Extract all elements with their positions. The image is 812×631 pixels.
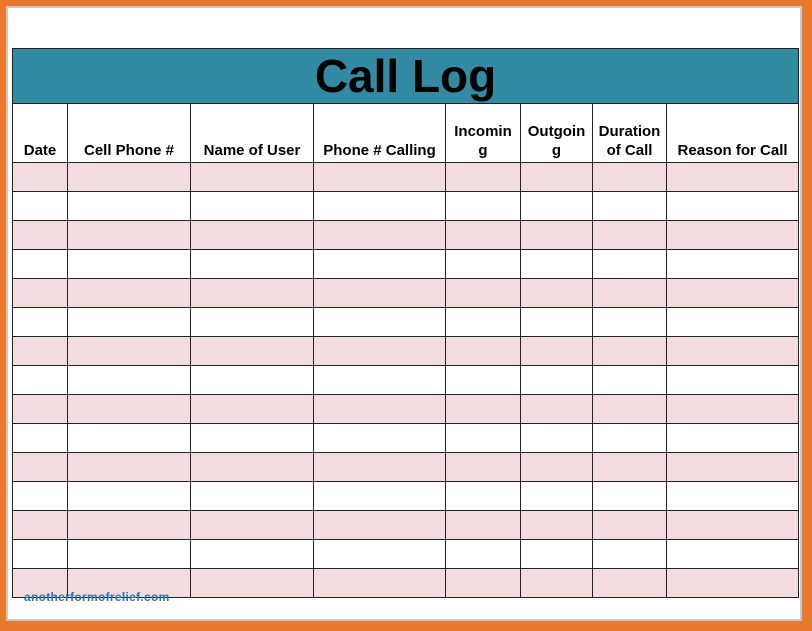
table-cell[interactable]: [191, 192, 314, 221]
table-cell[interactable]: [68, 192, 191, 221]
table-cell[interactable]: [667, 511, 799, 540]
table-cell[interactable]: [521, 279, 593, 308]
table-cell[interactable]: [593, 366, 667, 395]
table-cell[interactable]: [13, 511, 68, 540]
table-cell[interactable]: [68, 540, 191, 569]
table-row: [13, 424, 799, 453]
column-header: [667, 104, 799, 163]
table-cell[interactable]: [446, 221, 521, 250]
table-cell[interactable]: [446, 569, 521, 598]
column-header-line2: Cell Phone #: [83, 142, 175, 159]
table-cell[interactable]: [68, 308, 191, 337]
table-cell[interactable]: [667, 366, 799, 395]
table-row: [13, 163, 799, 192]
table-cell[interactable]: [314, 511, 446, 540]
column-header-line2: Phone # Calling: [323, 142, 436, 159]
table-cell[interactable]: [521, 221, 593, 250]
table-cell[interactable]: [521, 569, 593, 598]
column-header-line2: Name of User: [203, 142, 301, 159]
table-cell[interactable]: [68, 453, 191, 482]
table-cell[interactable]: [667, 279, 799, 308]
table-cell[interactable]: [521, 424, 593, 453]
table-cell[interactable]: [68, 337, 191, 366]
column-header-line1: Duration: [598, 123, 661, 140]
call-log-sheet: [12, 48, 798, 598]
table-cell[interactable]: [191, 511, 314, 540]
table-cell[interactable]: [667, 192, 799, 221]
table-cell[interactable]: [593, 337, 667, 366]
table-cell[interactable]: [314, 540, 446, 569]
column-header: [593, 104, 667, 163]
column-header: [446, 104, 521, 163]
table-cell[interactable]: [446, 511, 521, 540]
table-cell[interactable]: [593, 163, 667, 192]
table-cell[interactable]: [446, 192, 521, 221]
header-row: [13, 104, 799, 163]
table-cell[interactable]: [593, 453, 667, 482]
table-cell[interactable]: [13, 337, 68, 366]
table-cell[interactable]: [314, 308, 446, 337]
table-cell[interactable]: [667, 540, 799, 569]
table-cell[interactable]: [446, 540, 521, 569]
table-cell[interactable]: [314, 250, 446, 279]
page-title: Call Log: [13, 49, 799, 104]
table-row: [13, 250, 799, 279]
page-frame: [6, 6, 802, 621]
table-cell[interactable]: [446, 250, 521, 279]
table-row: [13, 540, 799, 569]
table-cell[interactable]: [13, 221, 68, 250]
table-cell[interactable]: [191, 221, 314, 250]
table-cell[interactable]: [13, 279, 68, 308]
table-cell[interactable]: [521, 308, 593, 337]
table-cell[interactable]: [314, 279, 446, 308]
footer-site-link[interactable]: anotherformofrelief.com: [24, 590, 170, 604]
table-cell[interactable]: [593, 540, 667, 569]
table-cell[interactable]: [667, 453, 799, 482]
table-cell[interactable]: [446, 482, 521, 511]
table-cell[interactable]: [593, 511, 667, 540]
table-cell[interactable]: [593, 569, 667, 598]
table-cell[interactable]: [191, 453, 314, 482]
table-cell[interactable]: [314, 221, 446, 250]
table-row: [13, 482, 799, 511]
table-cell[interactable]: [667, 308, 799, 337]
table-cell[interactable]: [68, 279, 191, 308]
table-cell[interactable]: [521, 540, 593, 569]
table-cell[interactable]: [593, 192, 667, 221]
table-cell[interactable]: [667, 424, 799, 453]
table-cell[interactable]: [191, 163, 314, 192]
table-row: [13, 395, 799, 424]
table-cell[interactable]: [446, 308, 521, 337]
table-cell[interactable]: [68, 395, 191, 424]
table-cell[interactable]: [314, 337, 446, 366]
column-header: [68, 104, 191, 163]
table-cell[interactable]: [446, 395, 521, 424]
table-cell[interactable]: [191, 424, 314, 453]
table-cell[interactable]: [68, 163, 191, 192]
table-cell[interactable]: [314, 424, 446, 453]
table-cell[interactable]: [521, 395, 593, 424]
table-cell[interactable]: [13, 424, 68, 453]
table-cell[interactable]: [68, 511, 191, 540]
table-cell[interactable]: [314, 482, 446, 511]
table-cell[interactable]: [521, 511, 593, 540]
table-cell[interactable]: [521, 337, 593, 366]
table-cell[interactable]: [667, 337, 799, 366]
column-header-line2: g: [551, 142, 562, 159]
table-cell[interactable]: [667, 395, 799, 424]
table-cell[interactable]: [68, 221, 191, 250]
table-cell[interactable]: [593, 279, 667, 308]
table-row: [13, 192, 799, 221]
table-cell[interactable]: [521, 453, 593, 482]
table-cell[interactable]: [667, 163, 799, 192]
table-cell[interactable]: [446, 366, 521, 395]
table-cell[interactable]: [191, 308, 314, 337]
table-cell[interactable]: [667, 482, 799, 511]
table-cell[interactable]: [191, 395, 314, 424]
table-row: [13, 279, 799, 308]
table-cell[interactable]: [68, 366, 191, 395]
table-cell[interactable]: [13, 163, 68, 192]
table-cell[interactable]: [68, 250, 191, 279]
table-cell[interactable]: [593, 221, 667, 250]
table-cell[interactable]: [667, 569, 799, 598]
table-cell[interactable]: [314, 192, 446, 221]
column-header: [314, 104, 446, 163]
table-cell[interactable]: [314, 453, 446, 482]
column-header-line1: Outgoin: [527, 123, 586, 140]
table-cell[interactable]: [593, 250, 667, 279]
table-row: [13, 511, 799, 540]
table-cell[interactable]: [667, 250, 799, 279]
table-cell[interactable]: [13, 453, 68, 482]
table-cell[interactable]: [314, 395, 446, 424]
table-row: [13, 453, 799, 482]
table-cell[interactable]: [68, 482, 191, 511]
table-cell[interactable]: [314, 163, 446, 192]
table-cell[interactable]: [191, 279, 314, 308]
table-cell[interactable]: [593, 482, 667, 511]
table-cell[interactable]: [13, 192, 68, 221]
column-header-line2: Reason for Call: [677, 142, 788, 159]
table-cell[interactable]: [13, 366, 68, 395]
table-cell[interactable]: [13, 395, 68, 424]
column-header-line2: Date: [23, 142, 57, 159]
table-cell[interactable]: [191, 337, 314, 366]
table-cell[interactable]: [667, 221, 799, 250]
table-cell[interactable]: [446, 337, 521, 366]
table-cell[interactable]: [446, 453, 521, 482]
table-row: [13, 366, 799, 395]
column-header: [191, 104, 314, 163]
table-row: [13, 337, 799, 366]
table-cell[interactable]: [521, 482, 593, 511]
table-cell[interactable]: [446, 424, 521, 453]
table-cell[interactable]: [593, 308, 667, 337]
column-header: [521, 104, 593, 163]
table-cell[interactable]: [314, 569, 446, 598]
table-cell[interactable]: [13, 540, 68, 569]
column-header-line2: of Call: [606, 142, 653, 159]
table-cell[interactable]: [521, 366, 593, 395]
table-cell[interactable]: [446, 163, 521, 192]
column-header-line2: g: [478, 142, 488, 159]
table-cell[interactable]: [13, 308, 68, 337]
column-header: [13, 104, 68, 163]
table-cell[interactable]: [521, 192, 593, 221]
table-cell[interactable]: [13, 250, 68, 279]
table-cell[interactable]: [191, 482, 314, 511]
table-cell[interactable]: [314, 366, 446, 395]
table-cell[interactable]: [521, 163, 593, 192]
table-cell[interactable]: [593, 424, 667, 453]
table-cell[interactable]: [68, 424, 191, 453]
column-header-line1: Incomin: [454, 123, 512, 140]
table-cell[interactable]: [191, 540, 314, 569]
table-cell[interactable]: [521, 250, 593, 279]
table-cell[interactable]: [191, 569, 314, 598]
table-cell[interactable]: [191, 366, 314, 395]
log-rows: [13, 163, 799, 598]
table-cell[interactable]: [446, 279, 521, 308]
table-cell[interactable]: [593, 395, 667, 424]
table-row: [13, 221, 799, 250]
table-cell[interactable]: [191, 250, 314, 279]
table-row: [13, 308, 799, 337]
call-log-table: [12, 48, 799, 598]
table-cell[interactable]: [13, 482, 68, 511]
